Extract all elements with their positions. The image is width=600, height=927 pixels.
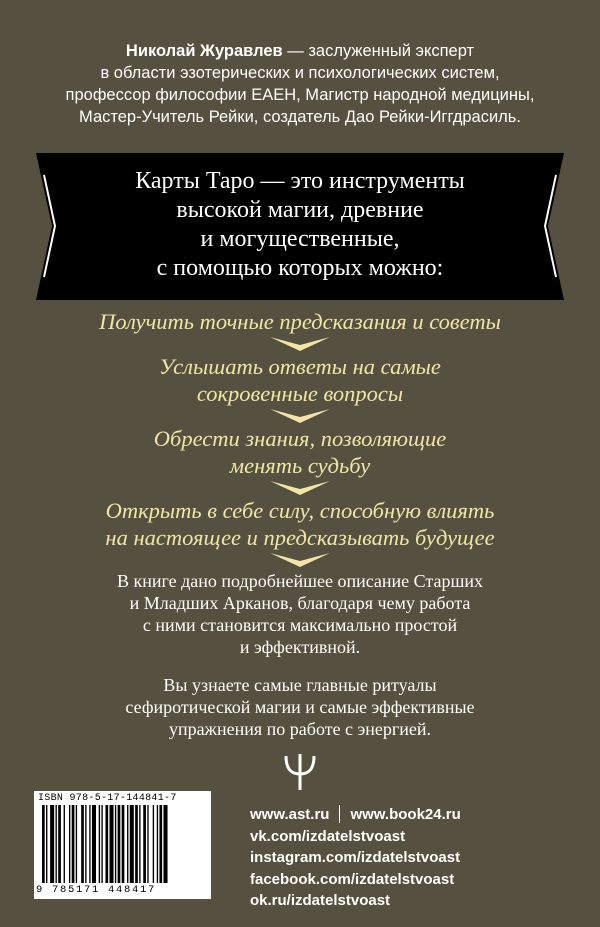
link-vk: vk.com/izdatelstvoast: [250, 827, 406, 845]
psi-logo-icon: [283, 752, 317, 792]
barcode-bar: [76, 805, 77, 883]
barcode-bar: [72, 805, 75, 883]
description-line: В книге дано подробнейшее описание Старших: [116, 571, 483, 591]
description-line: и эффективной.: [239, 637, 361, 657]
barcode-bar: [64, 805, 65, 883]
barcode-bar: [147, 805, 148, 883]
barcode-bar: [118, 805, 121, 883]
barcode-bar: [115, 805, 116, 883]
link-instagram: instagram.com/izdatelstvoast: [250, 849, 461, 866]
separator: [339, 805, 340, 823]
author-title: — заслуженный эксперт: [282, 42, 475, 60]
chevron-down-icon: [270, 481, 330, 495]
banner-text: [36, 167, 564, 283]
barcode-bar: [157, 805, 158, 883]
barcode-bar: [130, 805, 134, 883]
barcode-bar: [46, 805, 47, 883]
isbn-label: ISBN 978-5-17-144841-7: [38, 793, 177, 804]
author-line-3: профессор философии ЕАЕН, Магистр народной медицины,: [65, 86, 535, 104]
barcode-bar: [69, 805, 70, 883]
barcode-bar: [56, 805, 57, 883]
benefit-item: [0, 497, 600, 551]
barcode-bar: [159, 805, 162, 883]
benefit-line: на настоящее и предсказывать будущее: [105, 525, 495, 550]
benefit-line: Обрести знания, позволяющие: [153, 426, 447, 451]
benefit-item: [0, 308, 600, 335]
description-line: упражнения по работе с энергией.: [168, 719, 432, 739]
author-line-1: [0, 40, 600, 62]
barcode-bar: [135, 805, 138, 883]
link-ok: ok.ru/izdatelstvoast: [250, 892, 391, 909]
ean-digits: 9 785171 448417: [36, 884, 157, 896]
banner-line: Карты Таро — это инструменты: [135, 168, 465, 194]
benefit-item: [0, 425, 600, 479]
description-line: сефиротической магии и самые эффективные: [125, 697, 475, 717]
barcode-bar: [101, 805, 102, 883]
description-line: и Младших Арканов, благодаря чему работа: [129, 593, 471, 613]
benefit-line: менять судьбу: [229, 453, 371, 478]
benefit-line: Услышать ответы на самые: [159, 354, 441, 379]
barcode-bar: [58, 805, 61, 883]
barcode-bars: [42, 805, 204, 885]
barcode-bar: [105, 805, 108, 883]
barcode-bar: [85, 805, 86, 883]
barcode-bar: [139, 805, 140, 883]
tarot-banner: [36, 153, 564, 300]
barcode-bar: [110, 805, 114, 883]
description-paragraph: [0, 570, 600, 658]
book-description: [0, 570, 600, 756]
benefit-line: сокровенные вопросы: [196, 381, 404, 406]
description-line: с ними становится максимально простой: [142, 615, 458, 635]
isbn-barcode: [34, 791, 211, 899]
link-ast: www.ast.ru: [250, 806, 330, 823]
barcode-bar: [99, 805, 100, 883]
author-line-4: Мастер-Учитель Рейки, создатель Дао Рейки-Иггдрасиль.: [79, 108, 521, 126]
barcode-bar: [42, 805, 45, 883]
chevron-down-icon: [270, 337, 330, 351]
chevron-down-icon: [270, 409, 330, 423]
benefit-line: Получить точные предсказания и советы: [99, 309, 501, 334]
barcode-bar: [143, 805, 146, 883]
barcode-bar: [81, 805, 84, 883]
author-name: Николай Журавлев: [125, 42, 283, 60]
banner-line: с помощью которых можно:: [156, 255, 444, 281]
barcode-bar: [122, 805, 125, 883]
benefit-line: Открыть в себе силу, способную влиять: [105, 498, 495, 523]
barcode-bar: [92, 805, 96, 883]
link-facebook: facebook.com/izdatelstvoast: [250, 870, 455, 888]
barcode-bar: [164, 805, 168, 883]
benefits-list: [0, 308, 600, 569]
publisher-links: [250, 804, 510, 912]
link-book24: www.book24.ru: [350, 806, 461, 823]
barcode-bar: [50, 805, 54, 883]
banner-line: и могущественные,: [200, 226, 400, 252]
author-line-2: в области эзотерических и психологических систем,: [100, 64, 500, 82]
description-paragraph: [0, 674, 600, 740]
author-bio: [0, 40, 600, 128]
barcode-bar: [153, 805, 154, 883]
benefit-item: [0, 353, 600, 407]
banner-line: высокой магии, древние: [176, 197, 424, 223]
barcode-bar: [89, 805, 90, 883]
websites-row: [250, 804, 510, 826]
chevron-down-icon: [270, 553, 330, 567]
description-line: Вы узнаете самые главные ритуалы: [163, 675, 437, 695]
barcode-bar: [127, 805, 128, 883]
